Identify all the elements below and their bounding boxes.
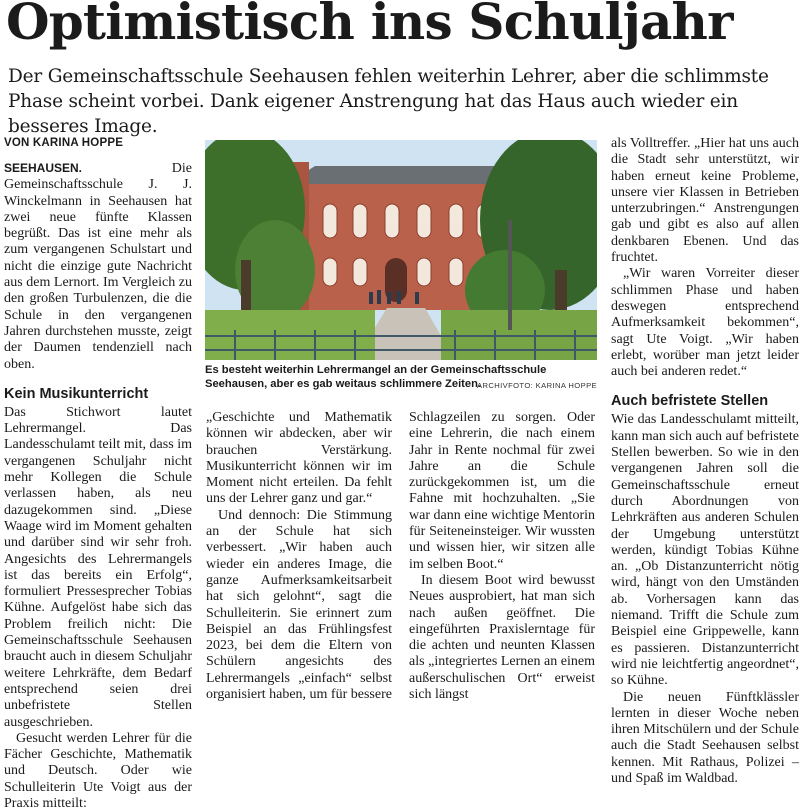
headline: Optimistisch ins Schuljahr [6,0,733,51]
text-column-1 [4,160,192,812]
paragraph: Das Stichwort lautet Lehrermangel. Das Landesschulamt teilt mit, dass im vergangenen Schuljahr nicht mehr Kollegen die Schule verlassen haben, als neu dazugekommen sind. „Diese Waage wird im Moment gehalten und darüber sind wir sehr froh. Angesichts des Lehrermangels ist das bereits ein Erfolg“, formuliert Pressesprecher Tobias Kühne. Aufgelöst habe sich das Problem freilich nicht: Die Gemeinschaftsschule Seehausen braucht auch in diesem Schuljahr weitere Lehrkräfte, dem Bedarf entsprechend seien drei unbefristete Stellen ausgeschrieben. [4,404,192,730]
paragraph: „Wir waren Vorreiter dieser schlimmen Phase und haben deswegen entsprechend Aufmerksamkeit bekommen“, sagt Ute Voigt. „Wir haben erlebt, worüber man jetzt leider auch bei anderen redet.“ [611,266,799,380]
section-heading-temporary-positions: Auch befristete Stellen [611,393,769,410]
paragraph-intro [4,160,192,373]
paragraph: „Geschichte und Mathematik können wir abdecken, aber wir brauchen Verstärkung. Musikunterricht können wir im Moment nicht erteilen. Da fehlt uns der Lehrer ganz und gar.“ [206,410,392,507]
subheadline: Der Gemeinschaftsschule Seehausen fehlen weiterhin Lehrer, aber die schlimmste Phase scheint vorbei. Dank eigener Anstrengung hat das Haus auch wieder ein besseres Image. [8,66,769,137]
paragraph: In diesem Boot wird bewusst Neues ausprobiert, hat man sich nach außen geöffnet. Die eingeführten Praxislerntage für die achten und neunten Klassen als „integriertes Lernen an einem außerschulischen Ort“ erweist sich längst [409,572,595,703]
section-heading-music: Kein Musikunterricht [4,385,149,402]
photo-caption: Es besteht weiterhin Lehrermangel an der Gemeinschaftsschule Seehausen, aber es gab weitaus schlimmere Zeiten. [205,364,547,390]
text-column-4 [611,136,799,787]
byline: VON KARINA HOPPE [4,137,124,149]
paragraph: Schlagzeilen zu sorgen. Oder eine Lehrerin, die nach einem Jahr in Rente nochmal für zwei Jahre an die Schule zurückgekommen ist, um die Fahne mit hochzuhalten. „Sie war dann eine wichtige Mentorin für Seiteneinsteiger. Wir wussten und wissen hier, wir sitzen alle im selben Boot.“ [409,410,595,572]
dateline: SEEHAUSEN. [4,161,83,175]
school-photo [205,140,597,360]
photo-lamp-post [508,220,512,330]
text-column-2 [206,410,392,703]
paragraph-text: Die Gemeinschaftsschule J. J. Winckelmann in Seehausen hat zwei neue fünfte Klassen begrüßt. Das ist eine mehr als zum vergangenen Schulstart und nicht die einzige gute Nachricht aus dem Lernort. Im Vergleich zu den großen Turbulenzen, die die Schule in den vergangenen Jahren durchstehen musste, zeigt der Daumen tendenziell nach oben. [4,161,192,372]
paragraph: Gesucht werden Lehrer für die Fächer Geschichte, Mathematik und Deutsch. Oder wie Schulleiterin Ute Voigt aus der Praxis mitteilt: [4,730,192,811]
paragraph: Wie das Landesschulamt mitteilt, kann man sich auch auf befristete Stellen bewerben. So wie in den vergangenen Jahren soll die Gemeinschaftsschule erneut durch Abordnungen von Lehrkräften aus anderen Schulen der Umgebung unterstützt werden, kündigt Tobias Kühne an. „Ob Distanzunterricht nötig wird, hängt von den Umständen ab. Vorhersagen kann das niemand. Trifft die Schule zum Beispiel eine Grippewelle, kann es passieren. Distanzunterricht wird nie leichtfertig angeordnet“, so Kühne. [611,412,799,689]
photo-building-roof [287,166,517,184]
paragraph: als Volltreffer. „Hier hat uns auch die Stadt sehr unterstützt, wir haben erneut keine Probleme, unsere vier Klassen in Betrieben unterzubringen.“ Anstrengungen gab und gibt es also auf allen denkbaren Ebenen. Und das fruchtet. [611,136,799,266]
text-column-3 [409,410,595,703]
photo-credit: ARCHIVFOTO: KARINA HOPPE [476,381,597,390]
paragraph: Die neuen Fünftklässler lernten in dieser Woche neben ihren Mitschülern und der Schule auch die Stadt Seehausen selbst kennen. Mit Rathaus, Polizei – und Spaß im Waldbad. [611,689,799,786]
paragraph: Und dennoch: Die Stimmung an der Schule hat sich verbessert. „Wir haben auch wieder ein anderes Image, die ganze Aufmerksamkeitsarbeit hat sich gelohnt“, sagt die Schulleiterin. Sie erinnert zum Beispiel an das Frühlingsfest 2023, bei dem die Eltern von Schülern angesichts des Lehrermangels „einfach“ selbst organisiert haben, um für bessere [206,507,392,703]
